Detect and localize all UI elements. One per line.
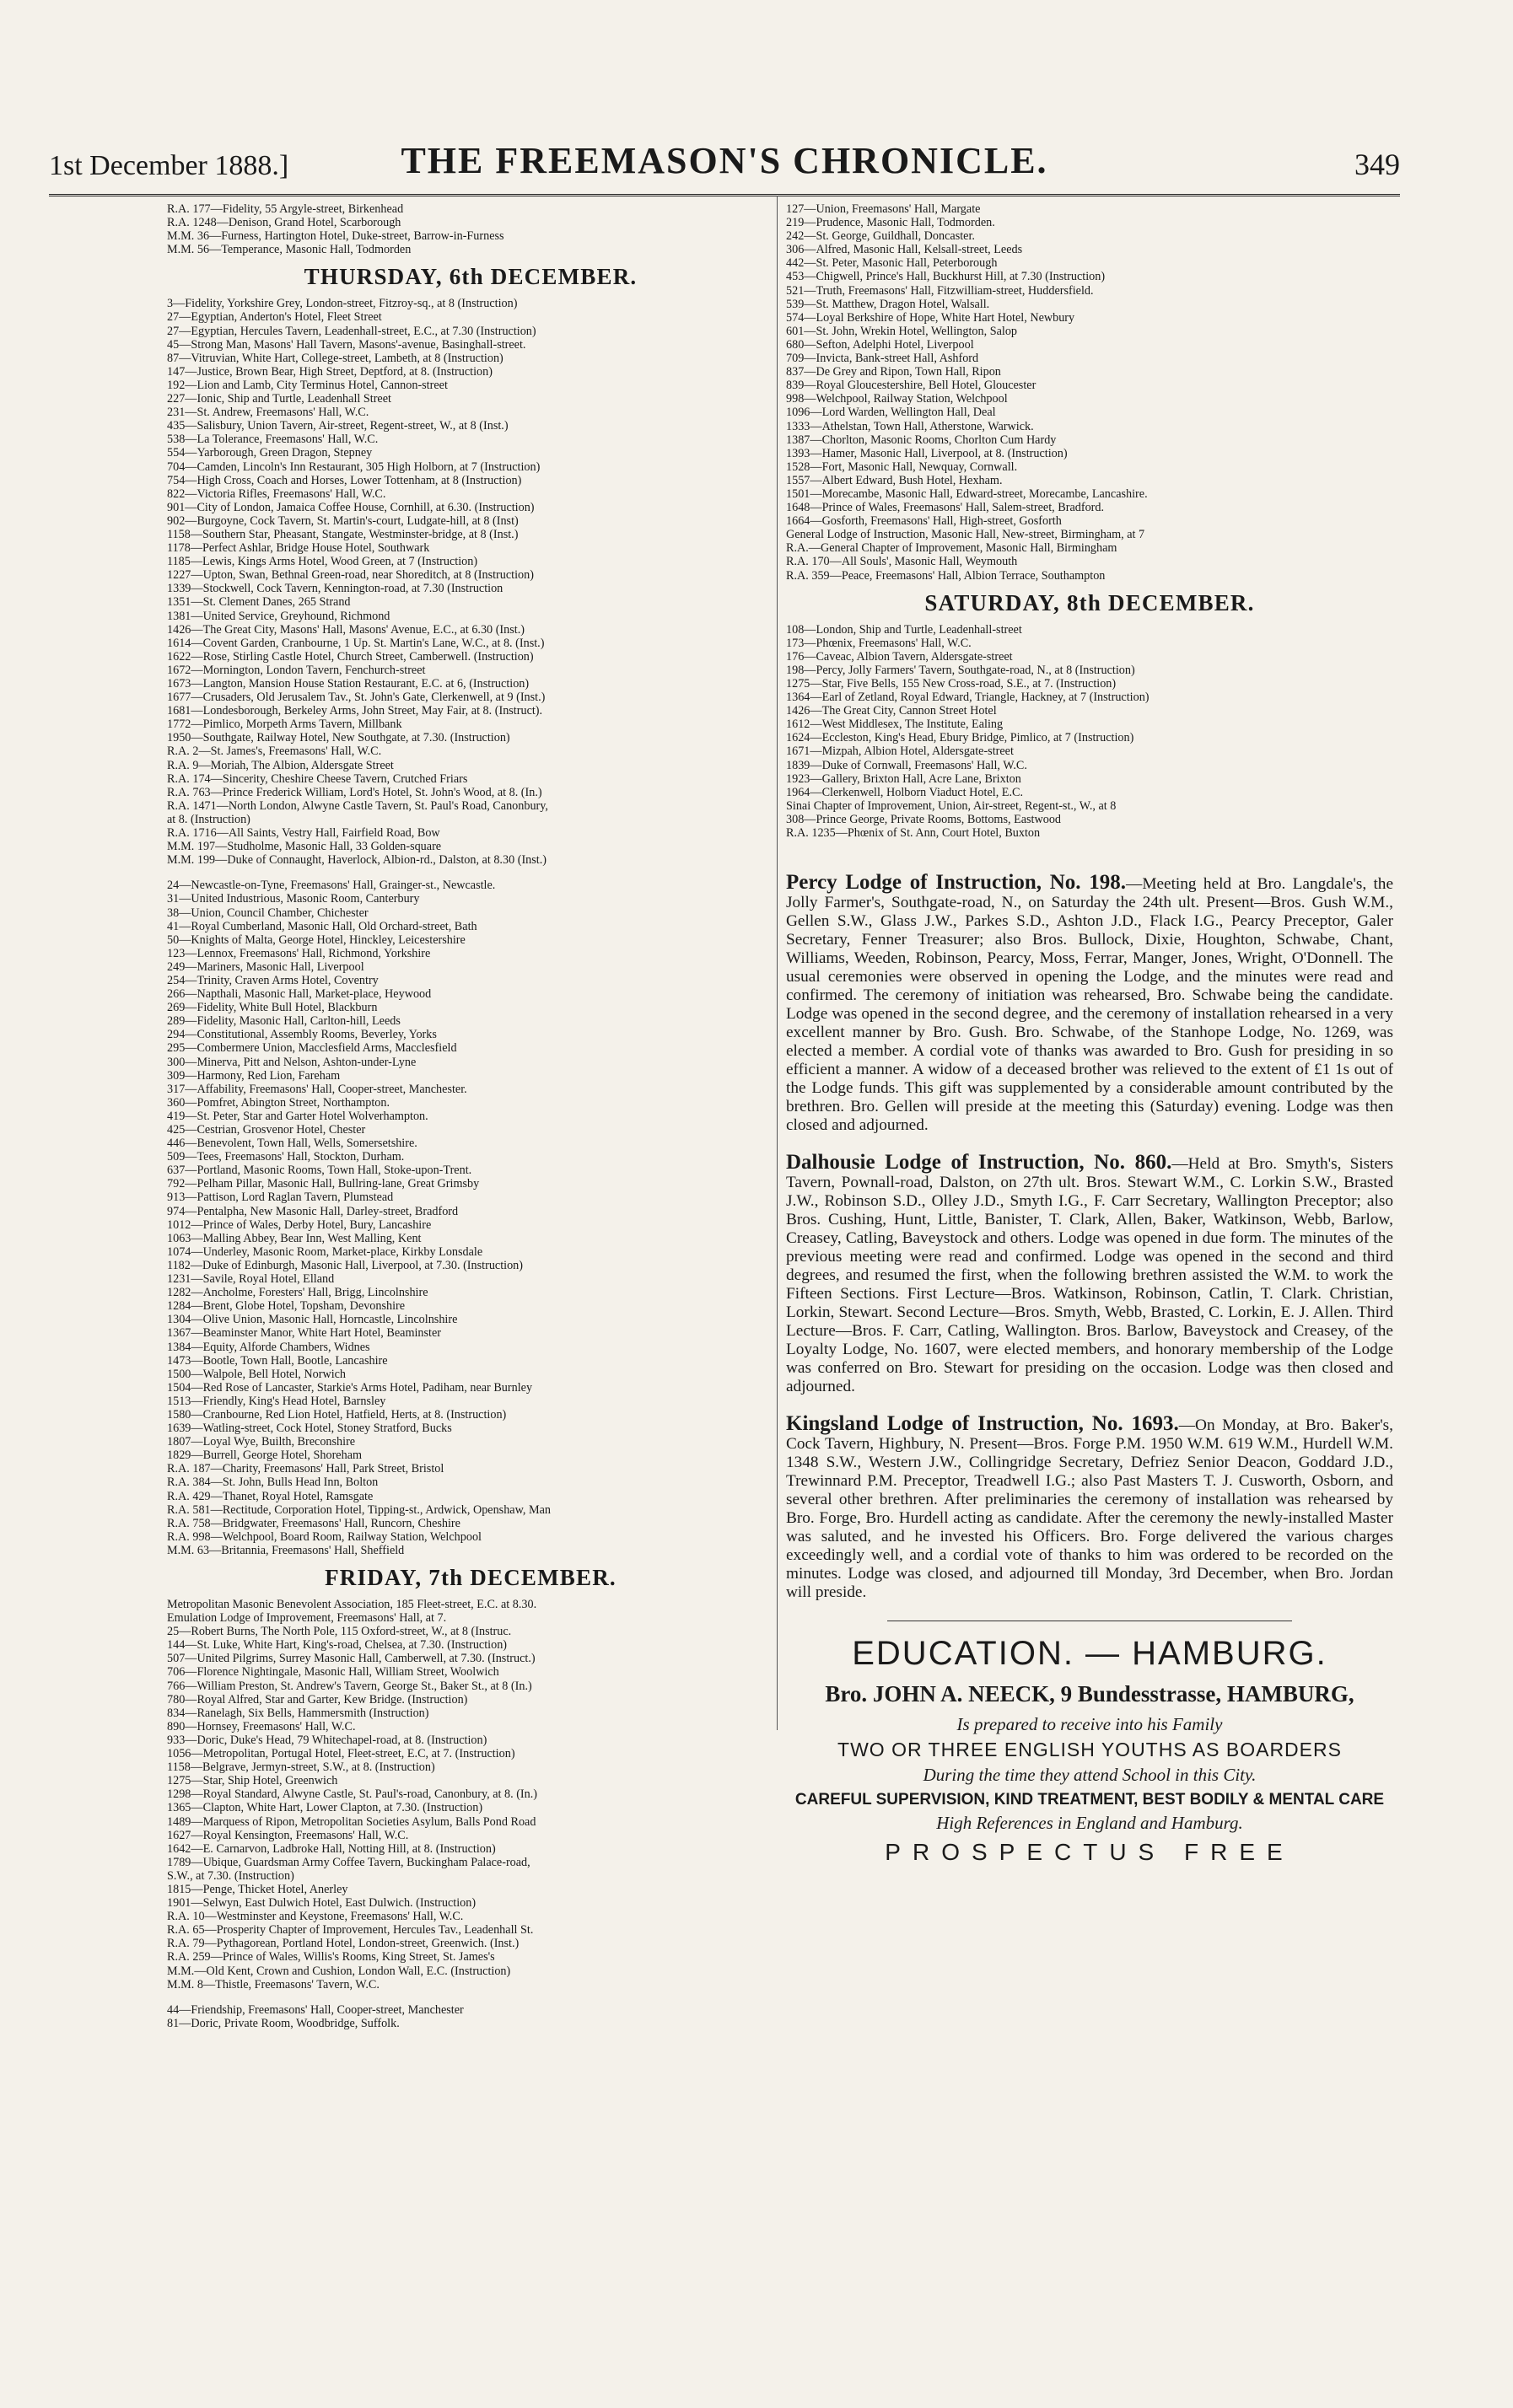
list-item: 50—Knights of Malta, George Hotel, Hinckley, Leicestershire <box>167 933 466 947</box>
list-item: 1664—Gosforth, Freemasons' Hall, High-street, Gosforth <box>786 514 1062 529</box>
list-item: 435—Salisbury, Union Tavern, Air-street, Regent-street, W., at 8 (Inst.) <box>167 419 509 433</box>
list-item: 108—London, Ship and Turtle, Leadenhall-street <box>786 622 1022 637</box>
list-item: 1096—Lord Warden, Wellington Hall, Deal <box>786 406 996 420</box>
list-item: 176—Caveac, Albion Tavern, Aldersgate-street <box>786 649 1013 664</box>
list-item: 1298—Royal Standard, Alwyne Castle, St. Paul's-road, Canonbury, at 8. (In.) <box>167 1787 538 1802</box>
list-item: Sinai Chapter of Improvement, Union, Air-street, Regent-st., W., at 8 <box>786 798 1117 813</box>
list-item: 1182—Duke of Edinburgh, Masonic Hall, Liverpool, at 7.30. (Instruction) <box>167 1258 524 1272</box>
list-item: 360—Pomfret, Abington Street, Northampton. <box>167 1095 390 1110</box>
list-item: 680—Sefton, Adelphi Hotel, Liverpool <box>786 337 974 352</box>
left-column <box>167 202 774 2030</box>
list-item: R.A. 429—Thanet, Royal Hotel, Ramsgate <box>167 1489 374 1503</box>
list-item: 308—Prince George, Private Rooms, Bottoms, Eastwood <box>786 812 1062 826</box>
list-item: 1513—Friendly, King's Head Hotel, Barnsley <box>167 1394 386 1408</box>
article-title: Kingsland Lodge of Instruction, No. 1693. <box>786 1412 1179 1436</box>
list-item: 242—St. George, Guildhall, Doncaster. <box>786 229 975 244</box>
list-item: S.W., at 7.30. (Instruction) <box>167 1868 294 1883</box>
list-item: 317—Affability, Freemasons' Hall, Cooper-street, Manchester. <box>167 1082 467 1096</box>
list-item: 1012—Prince of Wales, Derby Hotel, Bury, Lancashire <box>167 1217 432 1232</box>
article-body: —Held at Bro. Smyth's, Sisters Tavern, Pownall-road, Dalston, on 27th ult. Bros. Stewart W.M., C. Lorkin S.W., Brasted J.W., Robinson S.D., Olley J.D., Smyth I.G., F. Carr Secretary, Wallington Preceptor; also Bros. Cushing, Hunt, Little, Banister, T. Clark, Allen, Baker, Watkinson, Webb, Barlow, Creasey, Catling, Baveystock and others. Lodge was opened in due form. The minutes of the previous meeting were read and confirmed. Lodge was opened in the second and third degrees, and resumed the first, when the following brethren assisted the W.M. to work the Fifteen Sections. First Lecture—Bros. Watkinson, Robinson, Catlin, T. Clark. Christian, Lorkin, Stewart. Second Lecture—Bros. Smyth, Webb, Brasted, C. Lorkin, E. J. Allen. Third Lecture—Bros. F. Carr, Catling, Wallington. Bros. Barlow, Baveystock and Creasey, of the Loyalty Lodge, No. 1607, were elected members, and honorary membership of the Lodge was conferred on Bro. Stewart for presiding on the occasion. Lodge was then closed and adjourned. <box>786 1155 1393 1396</box>
thursday-london-entries <box>167 297 774 867</box>
list-item: 295—Combermere Union, Macclesfield Arms, Macclesfield <box>167 1041 457 1056</box>
list-item: 1275—Star, Five Bells, 155 New Cross-road, S.E., at 7. (Instruction) <box>786 677 1117 691</box>
friday-heading: FRIDAY, 7th DECEMBER. <box>325 1565 617 1590</box>
list-item: 1227—Upton, Swan, Bethnal Green-road, near Shoreditch, at 8 (Instruction) <box>167 568 534 583</box>
list-item: R.A. 10—Westminster and Keystone, Freemasons' Hall, W.C. <box>167 1910 464 1924</box>
list-item: 913—Pattison, Lord Raglan Tavern, Plumstead <box>167 1191 394 1205</box>
list-item: 446—Benevolent, Town Hall, Wells, Somersetshire. <box>167 1137 417 1151</box>
list-item: Emulation Lodge of Improvement, Freemasons' Hall, at 7. <box>167 1611 447 1626</box>
list-item: 425—Cestrian, Grosvenor Hotel, Chester <box>167 1123 366 1137</box>
list-item: 81—Doric, Private Room, Woodbridge, Suffolk. <box>167 2016 400 2030</box>
list-item: 1501—Morecambe, Masonic Hall, Edward-street, Morecambe, Lancashire. <box>786 486 1148 501</box>
friday-provinces-cont-entries <box>786 202 1393 583</box>
list-item: R.A. 758—Bridgwater, Freemasons' Hall, Runcorn, Cheshire <box>167 1516 460 1530</box>
list-item: 1681—Londesborough, Berkeley Arms, John Street, May Fair, at 8. (Instruct). <box>167 704 543 718</box>
list-item: 901—City of London, Jamaica Coffee House, Cornhill, at 6.30. (Instruction) <box>167 500 535 514</box>
list-item: 1624—Eccleston, King's Head, Ebury Bridge, Pimlico, at 7 (Instruction) <box>786 731 1134 745</box>
page-number: 349 <box>1354 148 1400 181</box>
list-item: 306—Alfred, Masonic Hall, Kelsall-street, Leeds <box>786 243 1023 257</box>
list-item: 1387—Chorlton, Masonic Rooms, Chorlton Cum Hardy <box>786 433 1057 447</box>
list-item: 1333—Athelstan, Town Hall, Atherstone, Warwick. <box>786 419 1034 433</box>
list-item: 1393—Hamer, Masonic Hall, Liverpool, at 8. (Instruction) <box>786 446 1068 460</box>
list-item: 294—Constitutional, Assembly Rooms, Beverley, Yorks <box>167 1028 437 1042</box>
list-item: R.A. 174—Sincerity, Cheshire Cheese Tavern, Crutched Friars <box>167 771 468 786</box>
list-item: 1282—Ancholme, Foresters' Hall, Brigg, Lincolnshire <box>167 1286 428 1300</box>
column-divider <box>777 196 778 1730</box>
list-item: 309—Harmony, Red Lion, Fareham <box>167 1068 341 1083</box>
list-item: R.A.—General Chapter of Improvement, Masonic Hall, Birmingham <box>786 541 1117 556</box>
list-item: 538—La Tolerance, Freemasons' Hall, W.C. <box>167 433 379 447</box>
list-item: 839—Royal Gloucestershire, Bell Hotel, Gloucester <box>786 379 1036 393</box>
list-item: 1158—Southern Star, Pheasant, Stangate, Westminster-bridge, at 8 (Inst.) <box>167 527 519 541</box>
list-item: 704—Camden, Lincoln's Inn Restaurant, 305 High Holborn, at 7 (Instruction) <box>167 460 541 474</box>
list-item: 1284—Brent, Globe Hotel, Topsham, Devonshire <box>167 1299 406 1314</box>
list-item: 24—Newcastle-on-Tyne, Freemasons' Hall, Grainger-st., Newcastle. <box>167 879 496 893</box>
list-item: 902—Burgoyne, Cock Tavern, St. Martin's-court, Ludgate-hill, at 8 (Inst) <box>167 513 519 528</box>
article-kingsland-lodge <box>786 1412 1393 1602</box>
list-item: M.M. 36—Furness, Hartington Hotel, Duke-street, Barrow-in-Furness <box>167 229 504 244</box>
list-item: 554—Yarborough, Green Dragon, Stepney <box>167 446 373 460</box>
list-item: M.M.—Old Kent, Crown and Cushion, London Wall, E.C. (Instruction) <box>167 1964 511 1978</box>
list-item: 1056—Metropolitan, Portugal Hotel, Fleet-street, E.C, at 7. (Instruction) <box>167 1747 515 1761</box>
list-item: 123—Lennox, Freemasons' Hall, Richmond, Yorkshire <box>167 946 431 960</box>
list-item: R.A. 1235—Phœnix of St. Ann, Court Hotel, Buxton <box>786 826 1041 841</box>
list-item: 1673—Langton, Mansion House Station Restaurant, E.C. at 6, (Instruction) <box>167 677 530 691</box>
list-item: 1384—Equity, Alforde Chambers, Widnes <box>167 1340 370 1354</box>
list-item: 1614—Covent Garden, Cranbourne, 1 Up. St. Martin's Lane, W.C., at 8. (Inst.) <box>167 636 545 650</box>
list-item: 1528—Fort, Masonic Hall, Newquay, Cornwall. <box>786 460 1018 474</box>
list-item: 766—William Preston, St. Andrew's Tavern, George St., Baker St., at 8 (In.) <box>167 1679 532 1693</box>
list-item: 1839—Duke of Cornwall, Freemasons' Hall, W.C. <box>786 758 1027 772</box>
list-item: M.M. 63—Britannia, Freemasons' Hall, Sheffield <box>167 1543 405 1557</box>
list-item: R.A. 259—Prince of Wales, Willis's Rooms, King Street, St. James's <box>167 1950 495 1965</box>
list-item: 25—Robert Burns, The North Pole, 115 Oxford-street, W., at 8 (Instruc. <box>167 1625 512 1639</box>
list-item: 192—Lion and Lamb, City Terminus Hotel, Cannon-street <box>167 378 448 392</box>
masthead <box>49 132 1400 196</box>
list-item: 1275—Star, Ship Hotel, Greenwich <box>167 1774 338 1788</box>
list-item: 219—Prudence, Masonic Hall, Todmorden. <box>786 216 995 230</box>
list-item: M.M. 199—Duke of Connaught, Haverlock, Albion-rd., Dalston, at 8.30 (Inst.) <box>167 853 547 868</box>
list-item: 998—Welchpool, Railway Station, Welchpool <box>786 392 1008 406</box>
list-item: 87—Vitruvian, White Hart, College-street, Lambeth, at 8 (Instruction) <box>167 351 503 365</box>
advert-line: During the time they attend School in this City. <box>923 1765 1257 1786</box>
list-item: 45—Strong Man, Masons' Hall Tavern, Masons'-avenue, Basinghall-street. <box>167 337 526 352</box>
list-item: 1829—Burrell, George Hotel, Shoreham <box>167 1449 363 1463</box>
list-item: 419—St. Peter, Star and Garter Hotel Wolverhampton. <box>167 1109 428 1123</box>
list-item: 1627—Royal Kensington, Freemasons' Hall, W.C. <box>167 1828 409 1842</box>
thursday-heading: THURSDAY, 6th DECEMBER. <box>304 264 638 290</box>
list-item: 933—Doric, Duke's Head, 79 Whitechapel-road, at 8. (Instruction) <box>167 1733 487 1747</box>
list-item: 41—Royal Cumberland, Masonic Hall, Old Orchard-street, Bath <box>167 919 477 933</box>
right-column <box>786 202 1393 1866</box>
list-item: 127—Union, Freemasons' Hall, Margate <box>786 202 981 216</box>
list-item: 1807—Loyal Wye, Builth, Breconshire <box>167 1435 356 1449</box>
list-item: 1504—Red Rose of Lancaster, Starkie's Arms Hotel, Padiham, near Burnley <box>167 1380 533 1395</box>
list-item: 198—Percy, Jolly Farmers' Tavern, Southgate-road, N., at 8 (Instruction) <box>786 663 1135 677</box>
list-item: 173—Phœnix, Freemasons' Hall, W.C. <box>786 636 972 650</box>
list-item: 601—St. John, Wrekin Hotel, Wellington, Salop <box>786 324 1018 338</box>
list-item: 1365—Clapton, White Hart, Lower Clapton, at 7.30. (Instruction) <box>167 1801 483 1815</box>
article-dalhousie-lodge <box>786 1153 1393 1396</box>
list-item: 1381—United Service, Greyhound, Richmond <box>167 609 390 623</box>
list-item: at 8. (Instruction) <box>167 812 250 826</box>
list-item: 31—United Industrious, Masonic Room, Canterbury <box>167 892 420 906</box>
list-item: 539—St. Matthew, Dragon Hotel, Walsall. <box>786 297 990 311</box>
list-item: 144—St. Luke, White Hart, King's-road, Chelsea, at 7.30. (Instruction) <box>167 1638 508 1653</box>
list-item: 27—Egyptian, Anderton's Hotel, Fleet Street <box>167 310 382 325</box>
list-item: 1178—Perfect Ashlar, Bridge House Hotel, Southwark <box>167 541 430 556</box>
list-item: General Lodge of Instruction, Masonic Hall, New-street, Birmingham, at 7 <box>786 528 1145 542</box>
list-item: 1950—Southgate, Railway Hotel, New Southgate, at 7.30. (Instruction) <box>167 731 510 745</box>
list-item: R.A. 2—St. James's, Freemasons' Hall, W.C. <box>167 744 382 759</box>
list-item: R.A. 1248—Denison, Grand Hotel, Scarborough <box>167 216 401 230</box>
article-body: —Meeting held at Bro. Langdale's, the Jolly Farmer's, Southgate-road, N., on Saturday the 24th ult. Present—Bros. Gush W.M., Gellen S.W., Glass J.W., Parkes S.D., Ashton J.D., Flack I.G., Pearcy Preceptor, Galer Secretary, Fenner Treasurer; also Bros. Bullock, Dixie, Houghton, Schwabe, Chant, Williams, Weeden, Robinson, Pearcy, Moss, Ferrar, Manger, Jones, Wright, O'Donnell. The usual ceremonies were observed in opening the Lodge, and the minutes were read and confirmed. The ceremony of initiation was rehearsed, Bro. Schwabe being the candidate. Lodge was opened in the second degree, and the ceremony of installation rehearsed in a very excellent manner by Bro. Gush. Bro. Schwabe, of the Stanhope Lodge, No. 1269, was elected a member. A cordial vote of thanks was awarded to Bro. Gush for presiding in so efficient a manner. A widow of a deceased brother was relieved to the extent of £1 1s out of the Lodge funds. This gift was supplemented by a considerable amount contributed by the brethren. Bro. Gellen will preside at the meeting this (Saturday) evening. Lodge was then closed and adjourned. <box>786 875 1394 1135</box>
list-item: 1185—Lewis, Kings Arms Hotel, Wood Green, at 7 (Instruction) <box>167 555 478 569</box>
article-title: Percy Lodge of Instruction, No. 198. <box>786 871 1127 895</box>
list-item: R.A. 1716—All Saints, Vestry Hall, Fairfield Road, Bow <box>167 826 440 841</box>
list-item: Metropolitan Masonic Benevolent Association, 185 Fleet-street, E.C. at 8.30. <box>167 1598 537 1611</box>
list-item: 1473—Bootle, Town Hall, Bootle, Lancashire <box>167 1353 388 1368</box>
list-item: 509—Tees, Freemasons' Hall, Stockton, Durham. <box>167 1150 405 1164</box>
list-item: R.A. 65—Prosperity Chapter of Improvement, Hercules Tav., Leadenhall St. <box>167 1923 534 1938</box>
friday-entries <box>167 1598 774 1991</box>
list-item: 1648—Prince of Wales, Freemasons' Hall, Salem-street, Bradford. <box>786 501 1105 515</box>
list-item: 706—Florence Nightingale, Masonic Hall, William Street, Woolwich <box>167 1665 499 1680</box>
list-item: 38—Union, Council Chamber, Chichester <box>167 906 369 920</box>
list-item: 1772—Pimlico, Morpeth Arms Tavern, Millbank <box>167 718 402 732</box>
list-item: M.M. 8—Thistle, Freemasons' Tavern, W.C. <box>167 1977 380 1991</box>
list-item: 227—Ionic, Ship and Turtle, Leadenhall Street <box>167 392 391 406</box>
advert-prospectus: PROSPECTUS FREE <box>885 1839 1295 1866</box>
list-item: 254—Trinity, Craven Arms Hotel, Coventry <box>167 973 379 987</box>
list-item: R.A. 998—Welchpool, Board Room, Railway Station, Welchpool <box>167 1529 482 1544</box>
saturday-entries <box>786 623 1393 841</box>
list-item: 1815—Penge, Thicket Hotel, Anerley <box>167 1882 348 1896</box>
list-item: 1612—West Middlesex, The Institute, Ealing <box>786 718 1004 732</box>
list-item: R.A. 79—Pythagorean, Portland Hotel, London-street, Greenwich. (Inst.) <box>167 1937 520 1951</box>
advert-line: High References in England and Hamburg. <box>936 1813 1243 1834</box>
list-item: R.A. 384—St. John, Bulls Head Inn, Bolton <box>167 1475 379 1490</box>
list-item: 300—Minerva, Pitt and Nelson, Ashton-under-Lyne <box>167 1055 417 1069</box>
list-item: 637—Portland, Masonic Rooms, Town Hall, Stoke-upon-Trent. <box>167 1164 472 1178</box>
list-item: 834—Ranelagh, Six Bells, Hammersmith (Instruction) <box>167 1706 429 1720</box>
list-item: 1339—Stockwell, Cock Tavern, Kennington-road, at 7.30 (Instruction <box>167 582 503 596</box>
saturday-heading: SATURDAY, 8th DECEMBER. <box>924 589 1255 615</box>
list-item: 147—Justice, Brown Bear, High Street, Deptford, at 8. (Instruction) <box>167 364 493 379</box>
article-percy-lodge <box>786 873 1393 1135</box>
list-item: 1158—Belgrave, Jermyn-street, S.W., at 8. (Instruction) <box>167 1760 435 1775</box>
article-body: —On Monday, at Bro. Baker's, Cock Tavern, Highbury, N. Present—Bros. Forge P.M. 1950 W.M. 619 W.M., Hurdell W.M. 1348 S.W., Western J.W., Collingridge Secretary, Defriez Senior Deacon, Goddard J.D., Trewinnard P.M. Preceptor, Treadwell I.G.; also Past Masters T. J. Cusworth, Osborn, and several other brethren. After preliminaries the ceremony of installation was rehearsed by Bro. Forge, Bro. Hurdell acting as candidate. After the ceremony the newly-installed Master was saluted, and he invested his Officers. Bro. Forge delivered the various charges exceedingly well, and a cordial vote of thanks to him was ordered to be recorded on the minutes. Lodge was closed, and adjourned till Monday, 3rd December, when Bro. Jordan will preside. <box>786 1416 1393 1602</box>
list-item: 1351—St. Clement Danes, 265 Strand <box>167 595 351 610</box>
list-item: 1500—Walpole, Bell Hotel, Norwich <box>167 1367 347 1381</box>
advert-name: Bro. JOHN A. NEECK, 9 Bundesstrasse, HAMBURG, <box>825 1681 1354 1707</box>
list-item: 521—Truth, Freemasons' Hall, Fitzwilliam-street, Huddersfield. <box>786 283 1094 298</box>
list-item: 1063—Malling Abbey, Bear Inn, West Malling, Kent <box>167 1231 422 1245</box>
friday-provinces-entries <box>167 2003 774 2030</box>
list-item: 1557—Albert Edward, Bush Hotel, Hexham. <box>786 473 1003 487</box>
list-item: 974—Pentalpha, New Masonic Hall, Darley-street, Bradford <box>167 1204 459 1218</box>
list-item: 1622—Rose, Stirling Castle Hotel, Church Street, Camberwell. (Instruction) <box>167 649 534 664</box>
list-item: 249—Mariners, Masonic Hall, Liverpool <box>167 959 364 974</box>
list-item: 1426—The Great City, Cannon Street Hotel <box>786 704 997 718</box>
list-item: R.A. 1471—North London, Alwyne Castle Tavern, St. Paul's Road, Canonbury, <box>167 798 548 813</box>
list-item: 44—Friendship, Freemasons' Hall, Cooper-street, Manchester <box>167 2002 464 2017</box>
list-item: 507—United Pilgrims, Surrey Masonic Hall, Camberwell, at 7.30. (Instruct.) <box>167 1652 536 1666</box>
issue-date: 1st December 1888.] <box>49 150 289 181</box>
list-item: R.A. 187—Charity, Freemasons' Hall, Park Street, Bristol <box>167 1462 444 1476</box>
list-item: 1677—Crusaders, Old Jerusalem Tav., St. John's Gate, Clerkenwell, at 9 (Inst.) <box>167 691 546 705</box>
list-item: 289—Fidelity, Masonic Hall, Carlton-hill, Leeds <box>167 1014 401 1029</box>
list-item: 1642—E. Carnarvon, Ladbroke Hall, Notting Hill, at 8. (Instruction) <box>167 1841 496 1856</box>
list-item: 269—Fidelity, White Bull Hotel, Blackburn <box>167 1001 378 1015</box>
list-item: 1489—Marquess of Ripon, Metropolitan Societies Asylum, Balls Pond Road <box>167 1814 536 1829</box>
list-item: 1901—Selwyn, East Dulwich Hotel, East Dulwich. (Instruction) <box>167 1896 477 1911</box>
thursday-provinces-entries <box>167 879 774 1557</box>
list-item: 27—Egyptian, Hercules Tavern, Leadenhall-street, E.C., at 7.30 (Instruction) <box>167 324 536 338</box>
list-item: 453—Chigwell, Prince's Hall, Buckhurst Hill, at 7.30 (Instruction) <box>786 270 1106 284</box>
list-item: 1074—Underley, Masonic Room, Market-place, Kirkby Lonsdale <box>167 1244 483 1259</box>
list-item: 1964—Clerkenwell, Holborn Viaduct Hotel, E.C. <box>786 785 1024 799</box>
list-item: 1580—Cranbourne, Red Lion Hotel, Hatfield, Herts, at 8. (Instruction) <box>167 1407 507 1422</box>
list-item: 1367—Beaminster Manor, White Hart Hotel, Beaminster <box>167 1326 442 1341</box>
top-entries <box>167 202 774 256</box>
list-item: 890—Hornsey, Freemasons' Hall, W.C. <box>167 1719 356 1733</box>
list-item: M.M. 56—Temperance, Masonic Hall, Todmorden <box>167 243 412 257</box>
list-item: R.A. 763—Prince Frederick William, Lord's Hotel, St. John's Wood, at 8. (In.) <box>167 785 542 799</box>
list-item: 1923—Gallery, Brixton Hall, Acre Lane, Brixton <box>786 771 1021 786</box>
list-item: 837—De Grey and Ripon, Town Hall, Ripon <box>786 365 1001 379</box>
list-item: 1789—Ubique, Guardsman Army Coffee Tavern, Buckingham Palace-road, <box>167 1855 530 1869</box>
list-item: 231—St. Andrew, Freemasons' Hall, W.C. <box>167 406 369 420</box>
list-item: 1672—Mornington, London Tavern, Fenchurch-street <box>167 663 426 677</box>
list-item: 1304—Olive Union, Masonic Hall, Horncastle, Lincolnshire <box>167 1313 458 1327</box>
list-item: 574—Loyal Berkshire of Hope, White Hart Hotel, Newbury <box>786 310 1075 325</box>
advert-line: Is prepared to receive into his Family <box>956 1714 1223 1735</box>
list-item: R.A. 177—Fidelity, 55 Argyle-street, Birkenhead <box>167 202 404 216</box>
list-item: 709—Invicta, Bank-street Hall, Ashford <box>786 352 979 366</box>
advert-heading: EDUCATION. — HAMBURG. <box>852 1635 1327 1673</box>
advert-boarders: TWO OR THREE ENGLISH YOUTHS AS BOARDERS <box>837 1739 1342 1761</box>
article-title: Dalhousie Lodge of Instruction, No. 860. <box>786 1151 1172 1174</box>
publication-title: THE FREEMASON'S CHRONICLE. <box>401 140 1048 181</box>
list-item: 3—Fidelity, Yorkshire Grey, London-street, Fitzroy-sq., at 8 (Instruction) <box>167 297 518 311</box>
list-item: 1671—Mizpah, Albion Hotel, Aldersgate-street <box>786 744 1014 759</box>
list-item: R.A. 9—Moriah, The Albion, Aldersgate Street <box>167 758 394 772</box>
list-item: 1426—The Great City, Masons' Hall, Masons' Avenue, E.C., at 6.30 (Inst.) <box>167 622 525 637</box>
list-item: 1231—Savile, Royal Hotel, Elland <box>167 1272 335 1287</box>
list-item: 754—High Cross, Coach and Horses, Lower Tottenham, at 8 (Instruction) <box>167 473 522 487</box>
education-advert <box>786 1635 1393 1866</box>
list-item: M.M. 197—Studholme, Masonic Hall, 33 Golden-square <box>167 840 442 854</box>
list-item: 822—Victoria Rifles, Freemasons' Hall, W.C. <box>167 486 386 501</box>
list-item: 1639—Watling-street, Cock Hotel, Stoney Stratford, Bucks <box>167 1422 452 1436</box>
list-item: 780—Royal Alfred, Star and Garter, Kew Bridge. (Instruction) <box>167 1692 468 1707</box>
list-item: R.A. 359—Peace, Freemasons' Hall, Albion Terrace, Southampton <box>786 568 1106 583</box>
list-item: 442—St. Peter, Masonic Hall, Peterborough <box>786 256 998 271</box>
list-item: R.A. 170—All Souls', Masonic Hall, Weymouth <box>786 555 1018 569</box>
list-item: R.A. 581—Rectitude, Corporation Hotel, Tipping-st., Ardwick, Openshaw, Man <box>167 1502 552 1517</box>
list-item: 792—Pelham Pillar, Masonic Hall, Bullring-lane, Great Grimsby <box>167 1177 480 1191</box>
advert-care: CAREFUL SUPERVISION, KIND TREATMENT, BEST BODILY & MENTAL CARE <box>794 1791 1385 1809</box>
list-item: 1364—Earl of Zetland, Royal Edward, Triangle, Hackney, at 7 (Instruction) <box>786 691 1150 705</box>
list-item: 266—Napthali, Masonic Hall, Market-place, Heywood <box>167 987 432 1002</box>
